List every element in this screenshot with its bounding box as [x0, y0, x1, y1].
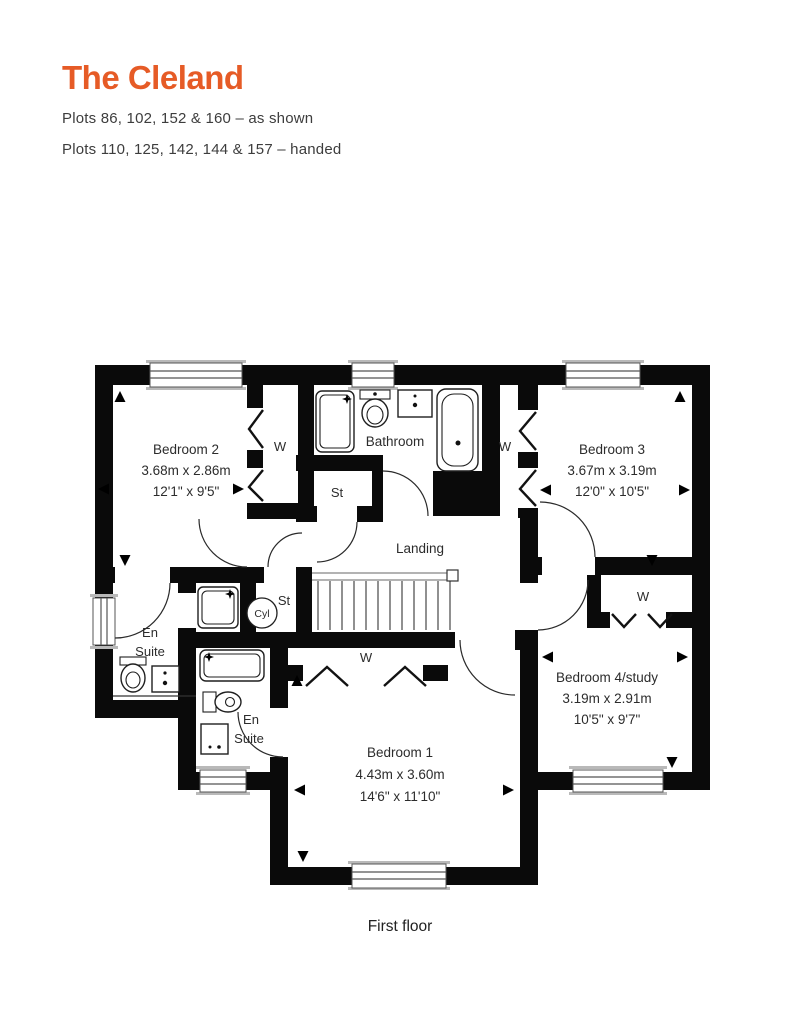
door-bedroom3: [540, 502, 595, 557]
cylinder-label: Cyl: [254, 608, 270, 620]
ensuite1-label-line2: Suite: [135, 644, 165, 659]
wardrobe-bedroom2-doors: [249, 410, 263, 448]
window-bedroom2: [146, 360, 246, 390]
bedroom3-name: Bedroom 3: [578, 442, 646, 457]
bedroom1-imperial: 14'6" x 11'10": [359, 789, 441, 804]
wardrobe-label: W: [498, 439, 512, 454]
door-bedroom4: [538, 580, 588, 630]
door-cyl-store: [268, 533, 302, 567]
plots-handed: Plots 110, 125, 142, 144 & 157 – handed: [62, 141, 342, 159]
bedroom3-imperial: 12'0" x 10'5": [574, 484, 650, 499]
store-label: St: [277, 593, 291, 608]
staircase: [312, 570, 458, 630]
door-bedroom1: [460, 640, 515, 695]
bathroom-label: Bathroom: [365, 434, 425, 449]
store-label: St: [330, 485, 344, 500]
window-bedroom3: [562, 360, 644, 390]
basin-icon: [152, 666, 179, 692]
ensuite2-label-line1: En: [243, 712, 259, 727]
landing-label: Landing: [395, 541, 445, 556]
wardrobe-label: W: [359, 650, 373, 665]
ensuite2-label-line2: Suite: [234, 731, 264, 746]
bedroom3-metric: 3.67m x 3.19m: [567, 463, 657, 478]
page-title: The Cleland: [62, 59, 244, 96]
bedroom2-metric: 3.68m x 2.86m: [141, 463, 231, 478]
wardrobe-label: W: [273, 439, 287, 454]
basin-icon: [201, 724, 228, 754]
bedroom2-name: Bedroom 2: [152, 442, 220, 457]
window-ensuite1: [90, 594, 118, 649]
bedroom2-imperial: 12'1" x 9'5": [152, 484, 220, 499]
floor-caption: First floor: [367, 918, 433, 935]
bedroom4-imperial: 10'5" x 9'7": [573, 712, 641, 727]
toilet-icon: [203, 692, 216, 712]
door-bedroom2: [199, 519, 247, 567]
ensuite1-label-line1: En: [142, 625, 158, 640]
window-ensuite2: [196, 766, 250, 795]
wardrobe-label: W: [636, 589, 650, 604]
bedroom1-metric: 4.43m x 3.60m: [355, 767, 445, 782]
bedroom4-metric: 3.19m x 2.91m: [562, 691, 652, 706]
plots-as-shown: Plots 86, 102, 152 & 160 – as shown: [62, 110, 314, 128]
wardrobe-bedroom3-doors: [520, 412, 536, 450]
wardrobe-bedroom1-doors: [306, 667, 348, 686]
window-bathroom: [348, 360, 398, 390]
window-bedroom4: [569, 766, 667, 795]
door-store: [317, 522, 357, 562]
window-bedroom1: [348, 861, 450, 890]
bedroom4-name: Bedroom 4/study: [555, 670, 659, 685]
bedroom1-name: Bedroom 1: [366, 745, 434, 760]
wardrobe-bedroom4-doors: [612, 614, 636, 627]
door-bathroom: [383, 471, 428, 516]
